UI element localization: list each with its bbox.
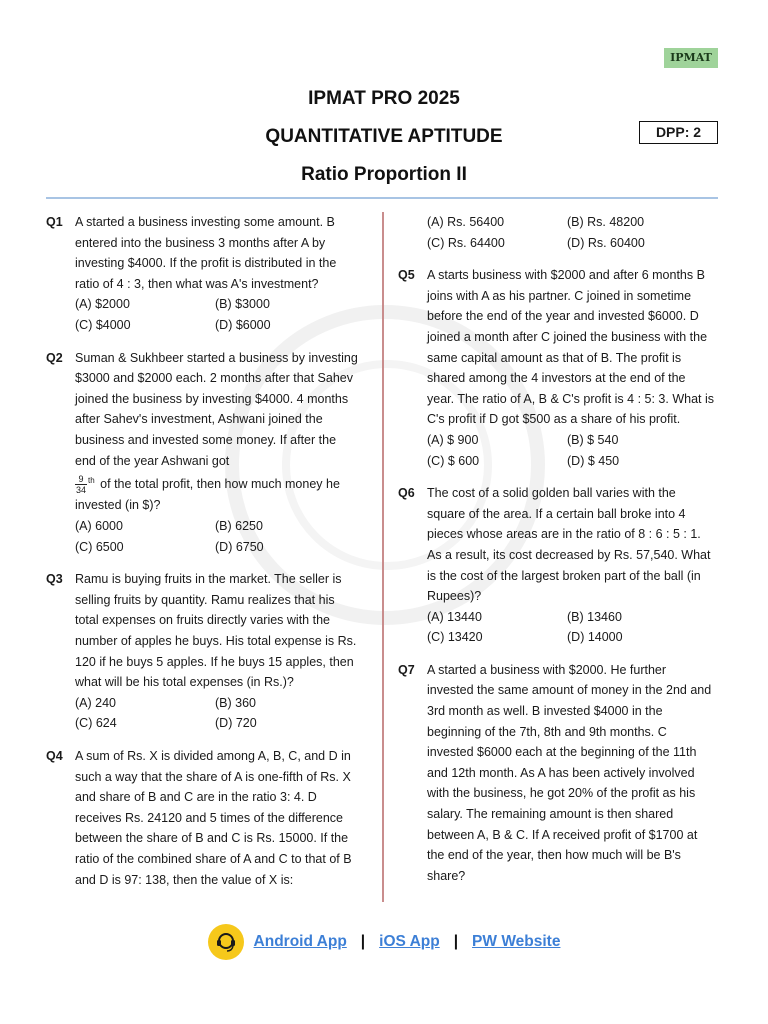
option-a: (A) 240 <box>75 695 116 710</box>
option-c: (C) 13420 <box>427 630 483 645</box>
option-c: (C) $4000 <box>75 317 131 332</box>
option-b: (B) 360 <box>215 695 256 710</box>
dpp-box: DPP: 2 <box>639 121 718 144</box>
option-d: (D) 6750 <box>215 539 264 554</box>
question-number: Q1 <box>46 215 63 229</box>
option-d: (D) $6000 <box>215 317 271 332</box>
headset-icon <box>214 930 238 954</box>
options <box>75 516 358 557</box>
question-text: A sum of Rs. X is divided among A, B, C, and D in such a way that the share of A is one-fifth of Rs. X and share of B and C are in the ratio 3: 4. D receives Rs. 24120 and 5 times of the difference between the share of B and C is Rs. 15000. If the ratio of the combined share of A and C to that of B and D is 97: 138, then the value of X is: <box>75 749 352 887</box>
option-b: (B) Rs. 48200 <box>567 215 645 229</box>
question-text: The cost of a solid golden ball varies with the square of the area. If a certain ball broke into 4 pieces whose areas are in the ratio of 8 : 6 : 5 : 1. As a result, its cost decreased by Rs. 57,540. What is the cost of the largest broken part of the ball (in Rupees)? <box>427 486 711 604</box>
options <box>75 693 358 734</box>
question-text-part-2: of the total profit, then how much money he invested (in $)? <box>75 477 340 513</box>
section-title: QUANTITATIVE APTITUDE <box>265 126 503 147</box>
question-text: A starts business with $2000 and after 6 months B joins with A as his partner. C joined in sometime before the end of the year and invested $6000. D joined a month after C joined the business with the same capital amount as that of B. The profit is shared among the 4 investors at the end of the year. The ratio of A, B & C's profit is 4 : 5: 3. What is C's profit if D got $500 as a share of his profit. <box>427 268 714 427</box>
question-5 <box>398 265 716 471</box>
question-1 <box>46 212 358 336</box>
question-text: A started a business with $2000. He further invested the same amount of money in the 2nd and 3rd month as well. B invested $4000 in the beginning of the 7th, 8th and 9th months. C invested $6000 each at the beginning of the 11th and 12th month. As A has been actively involved with the business, he got 20% of the profit as his salary. The remaining amount is then shared between A, B & C. If A received profit of $1700 at the end of the year, then how much will be B's share? <box>427 662 712 883</box>
option-c: (C) Rs. 64400 <box>427 235 505 250</box>
option-a: (A) Rs. 56400 <box>427 215 505 229</box>
question-number: Q7 <box>398 662 415 677</box>
options <box>427 212 716 253</box>
option-a: (A) $ 900 <box>427 432 479 447</box>
option-a: (A) 13440 <box>427 609 482 624</box>
option-d: (D) 14000 <box>567 630 623 645</box>
question-number: Q4 <box>46 749 63 764</box>
footer-separator: | <box>360 933 366 950</box>
android-app-link[interactable]: Android App <box>253 933 347 950</box>
option-d: (D) 720 <box>215 716 257 731</box>
option-d: (D) $ 450 <box>567 453 620 468</box>
question-4 <box>46 746 358 890</box>
topic-title: Ratio Proportion II <box>301 164 467 185</box>
left-column <box>46 212 358 902</box>
question-3 <box>46 569 358 734</box>
option-b: (B) 13460 <box>567 609 622 624</box>
question-2 <box>46 348 358 558</box>
fraction-suffix: th <box>88 476 95 486</box>
option-d: (D) Rs. 60400 <box>567 235 645 250</box>
option-b: (B) $ 540 <box>567 432 619 447</box>
question-text: Ramu is buying fruits in the market. The seller is selling fruits by quantity. Ramu realizes that his total expenses on fruits directly varies with the number of apples he buys. His total expense is Rs. 120 if he buys 5 apples. If he buys 15 apples, then what will be his total expenses (in Rs.)? <box>75 572 357 690</box>
question-number: Q5 <box>398 268 415 283</box>
question-6 <box>398 483 716 648</box>
ios-app-link[interactable]: iOS App <box>379 933 440 950</box>
column-divider <box>382 212 384 902</box>
pw-website-link[interactable]: PW Website <box>472 933 561 950</box>
option-c: (C) 6500 <box>75 539 124 554</box>
option-c: (C) $ 600 <box>427 453 480 468</box>
footer-separator: | <box>453 933 459 950</box>
fraction <box>75 474 87 495</box>
option-b: (B) 6250 <box>215 519 263 534</box>
question-7 <box>398 660 716 887</box>
fraction-denominator: 34 <box>76 485 87 496</box>
question-number: Q3 <box>46 572 63 587</box>
options <box>75 294 358 335</box>
question-text: A started a business investing some amount. B entered into the business 3 months after A by investing $4000. If the profit is distributed in the ratio of 4 : 3, then what was A's investment? <box>75 215 337 291</box>
header-divider <box>46 197 718 199</box>
footer-links <box>0 922 768 962</box>
right-column <box>398 212 716 898</box>
question-4-options <box>398 212 716 253</box>
subject-badge: IPMAT <box>664 48 718 68</box>
question-number: Q2 <box>46 350 63 365</box>
option-c: (C) 624 <box>75 716 117 731</box>
question-text-part-1: Suman & Sukhbeer started a business by investing $3000 and $2000 each. 2 months after that Sahev joined the business by investing $4000. 4 months after Sahev's investment, Ashwani joined the business and invested some money. If after the end of the year Ashwani got <box>75 350 358 468</box>
options <box>427 607 716 648</box>
fraction-numerator: 9 <box>75 474 87 485</box>
option-a: (A) $2000 <box>75 297 130 312</box>
options <box>427 430 716 471</box>
question-text <box>75 348 358 517</box>
option-b: (B) $3000 <box>215 297 270 312</box>
customer-service-logo-icon <box>208 924 244 960</box>
page-title: IPMAT PRO 2025 <box>308 88 460 109</box>
option-a: (A) 6000 <box>75 519 123 534</box>
question-number: Q6 <box>398 486 415 501</box>
